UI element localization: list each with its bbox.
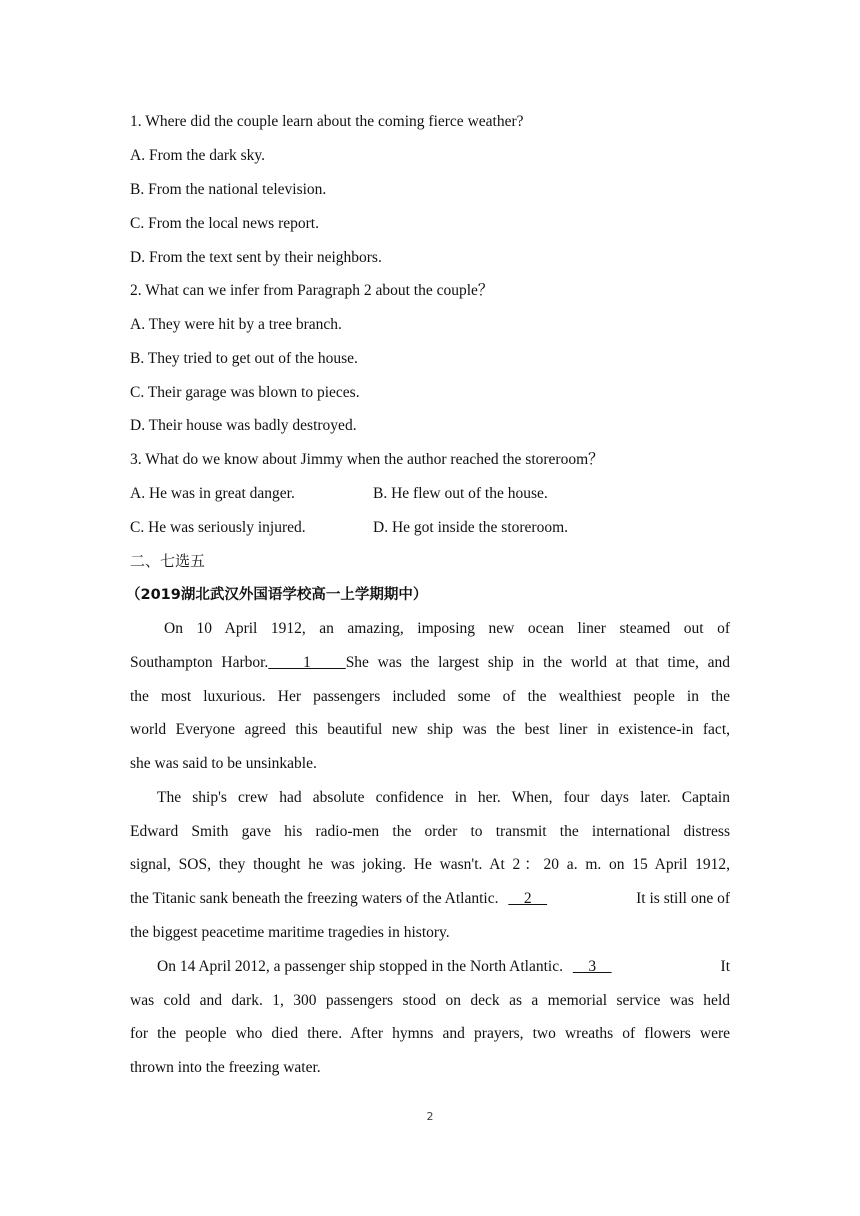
- passage-p2-line-4: [130, 889, 730, 909]
- passage-p3-line-3: for the people who died there. After hymns and prayers, two wreaths of flowers were: [130, 1025, 730, 1042]
- question-1-option-a: A. From the dark sky.: [130, 147, 266, 164]
- passage-p2-line-3: signal, SOS, they thought he was joking. He wasn't. At 2：20 a. m. on 15 April 1912,: [130, 856, 730, 873]
- blank-1: 1: [268, 654, 346, 671]
- passage-p1-line-2-end: She was the largest ship in the world at that time, and: [345, 654, 730, 671]
- question-2-option-b: B. They tried to get out of the house.: [130, 350, 358, 367]
- page-number: 2: [426, 1110, 434, 1123]
- passage-p1-line-2: [130, 653, 730, 673]
- question-3-stem: 3. What do we know about Jimmy when the author reached the storeroom？: [130, 451, 604, 468]
- passage-p1-line-5: she was said to be unsinkable.: [130, 755, 317, 772]
- passage-p2-line-4-end: It is still one of: [636, 890, 730, 907]
- passage-p3-line-1: [157, 957, 730, 977]
- passage-p2-line-2: Edward Smith gave his radio-men the order to transmit the international distress: [130, 823, 730, 840]
- question-3-option-c: C. He was seriously injured.: [130, 519, 306, 536]
- question-2-option-a: A. They were hit by a tree branch.: [130, 316, 342, 333]
- passage-p1-line-1: On 10 April 1912, an amazing, imposing new ocean liner steamed out of: [164, 620, 730, 637]
- passage-p2-line-4-start: the Titanic sank beneath the freezing waters of the Atlantic.: [130, 890, 499, 907]
- passage-p1-line-4: world Everyone agreed this beautiful new ship was the best liner in existence-in fact,: [130, 721, 730, 738]
- question-3-options-row-1: [130, 484, 730, 504]
- question-2-option-c: C. Their garage was blown to pieces.: [130, 384, 360, 401]
- question-2-stem: 2. What can we infer from Paragraph 2 about the couple？: [130, 282, 494, 299]
- question-1-option-c: C. From the local news report.: [130, 215, 319, 232]
- passage-p3-line-4: thrown into the freezing water.: [130, 1059, 321, 1076]
- passage-p3-line-1-start: On 14 April 2012, a passenger ship stopped in the North Atlantic.: [157, 958, 563, 975]
- passage-p3-line-1-end: It: [720, 958, 730, 975]
- passage-p2-line-5: the biggest peacetime maritime tragedies in history.: [130, 924, 450, 941]
- section-source: （2019湖北武汉外国语学校高一上学期期中）: [126, 587, 428, 603]
- passage-p1-line-3: the most luxurious. Her passengers included some of the wealthiest people in the: [130, 688, 730, 705]
- passage-p2-line-1: The ship's crew had absolute confidence in her. When, four days later. Captain: [157, 789, 730, 806]
- question-2-option-d: D. Their house was badly destroyed.: [130, 417, 357, 434]
- blank-2: 2: [508, 890, 548, 907]
- question-1-option-b: B. From the national television.: [130, 181, 327, 198]
- section-heading: 二、七选五: [130, 552, 206, 570]
- question-3-options-row-2: [130, 518, 730, 538]
- blank-3: 3: [572, 958, 612, 975]
- question-3-option-a: A. He was in great danger.: [130, 485, 295, 502]
- question-3-option-d: D. He got inside the storeroom.: [373, 519, 569, 536]
- question-1-stem: 1. Where did the couple learn about the coming fierce weather?: [130, 113, 524, 130]
- question-1-option-d: D. From the text sent by their neighbors.: [130, 249, 382, 266]
- passage-p1-line-2-start: Southampton Harbor.: [130, 654, 269, 671]
- passage-p3-line-2: was cold and dark. 1, 300 passengers stood on deck as a memorial service was held: [130, 992, 730, 1009]
- question-3-option-b: B. He flew out of the house.: [373, 485, 548, 502]
